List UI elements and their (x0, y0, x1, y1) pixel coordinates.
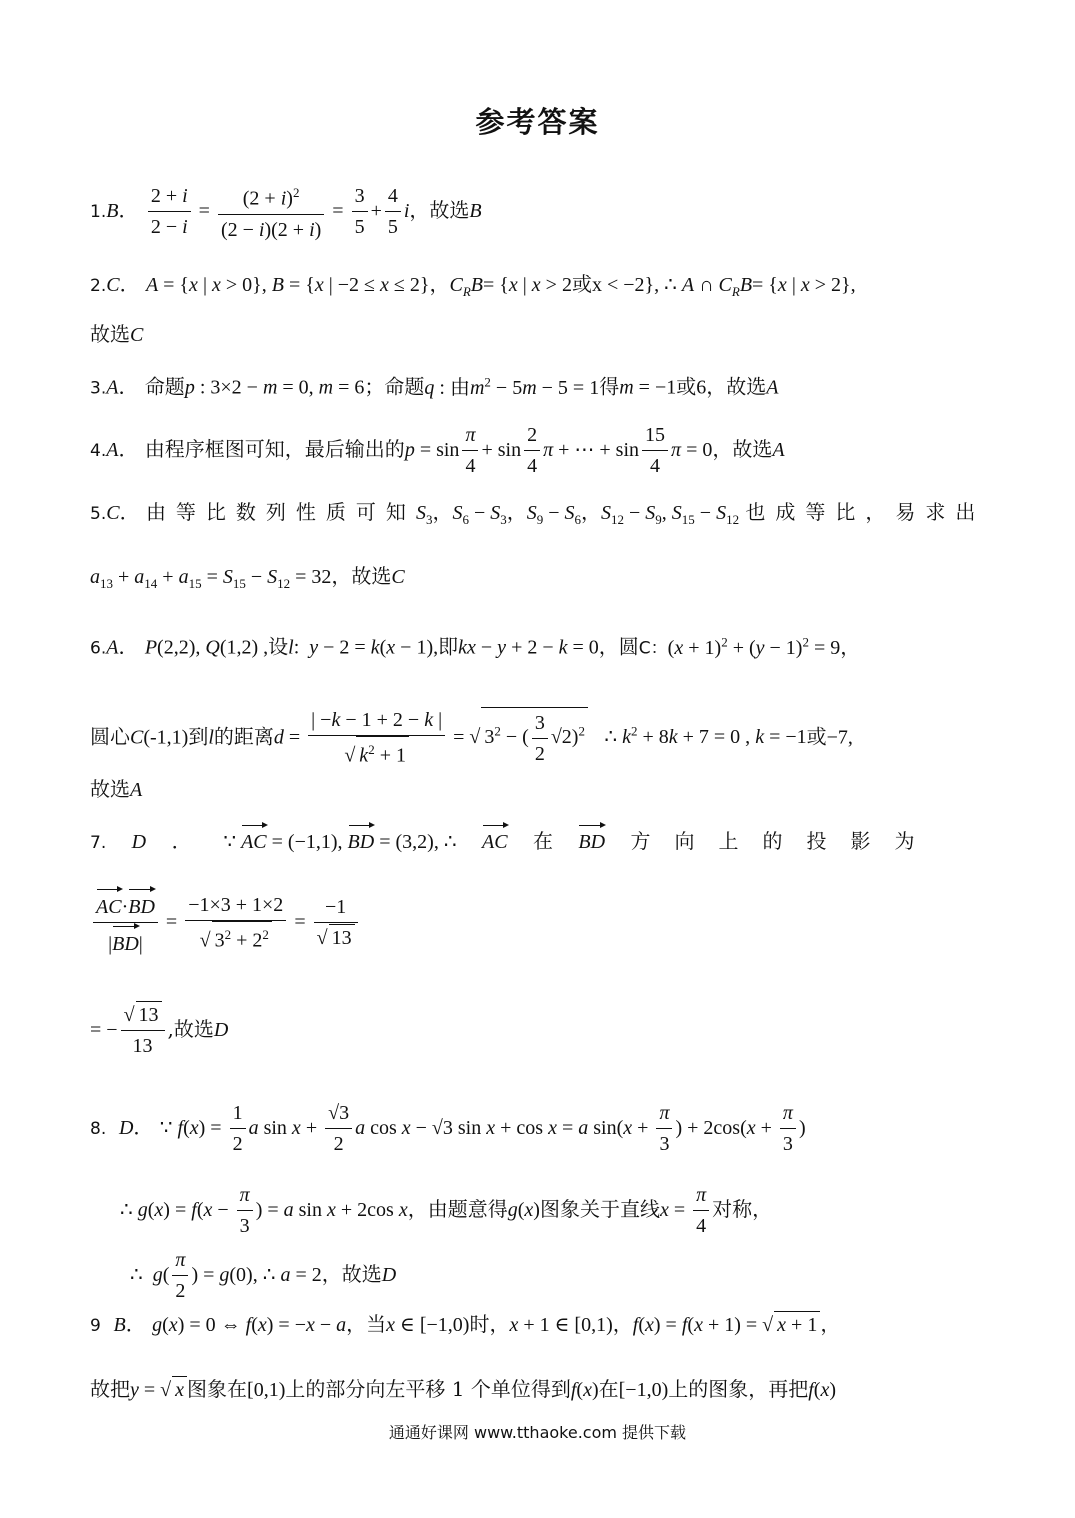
answer-8-cont: ∴ g(x) = f(x − $\frac{\pi}{3}$ ) = a sin x + 2cos x，由题意得g(x)图象关于直线x = $\frac{\pi}{4}$ 对称， (120, 1180, 772, 1241)
answer-8-end: ∴ g( $\frac{\pi}{2}$ ) = g(0), ∴ a = 2，故选D (130, 1245, 396, 1306)
answer-7-frac: $\frac{AC\cdot BD}{|BD|}$ = $\frac{-1\times 3 + 1\times 2}{√ 3^2 + 2^2}$ = $\frac{-1}{√ 13}$ (90, 886, 361, 959)
answer-6-end: 故选A (90, 777, 143, 801)
answer-8: 8. D． ∵ f(x) = $\frac{1}{2}$ a sin x + $\frac{√3}{2}$ a cos x − √3 sin x + cos x = a sin(x + $\frac{\pi}{3}$ ) + 2cos(x + $\frac{\pi}{3}$ ) (90, 1098, 806, 1159)
answer-6-cont: 圆心C(-1,1)到l的距离d = $\frac{| -k - 1 + 2 - k |}{√ k^2 + 1}$ = √ $3^2$ − ( $\frac{3}{2}$ √2)$^2$ ∴ $k^2 + 8k + 7 = 0$ , k = −1或−7, (90, 705, 853, 771)
answer-7-end: = − $\frac{√ 13}{13}$ ,故选D (90, 1000, 228, 1061)
answer-5-cont: $a_{13} + a_{14} + a_{15} = S_{15} - S_{12} = 32$，故选C (90, 564, 405, 591)
answer-6: 6.A． P(2,2), Q(1,2) ,设l: y − 2 = k(x − 1),即kx − y + 2 − k = 0，圆C：$(x + 1)^2 + (y - 1)^2 = 9$， (90, 634, 861, 659)
answer-2-end: 故选C (90, 322, 144, 346)
page-title: 参考答案 (475, 105, 600, 139)
answer-9: 9 B． g(x) = 0 ⇔ f(x) = −x − a，当x ∈ [−1,0)时，x + 1 ∈ [0,1)，f(x) = f(x + 1) = √ x + 1 ， (90, 1312, 841, 1336)
answer-1: 1.B． $\frac{2 + i}{2 - i}$ = $\frac{(2 + i)^2}{(2 - i)(2 + i)}$ = $\frac{3}{5}$ + $\frac{4}{5}$ i，故选B (90, 178, 482, 245)
answer-3: 3.A． 命题p : 3×2 − m = 0, m = 6；命题q : 由$m^2 - 5m - 5 = 1$得m = −1或6，故选A (90, 374, 779, 399)
answer-4: 4.A． 由程序框图可知，最后输出的p = sin $\frac{\pi}{4}$ + sin $\frac{2}{4}$ π + ⋯ + sin $\frac{15}{4}$ π = 0，故选A (90, 420, 785, 481)
answer-2: 2.C． A = {x | x > 0}, B = {x | −2 ≤ x ≤ 2}，$C_RB= \{x$ | x > 2或x < −2}, ∴ A ∩ $C_RB= \{x$ | x > 2}, (90, 274, 856, 299)
answer-7: 7. D ． ∵ AC = (−1,1), BD = (3,2), ∴ AC 在 BD 方向上的投影为 (90, 822, 939, 857)
answer-5: 5.C． 由等比数列性质可知$S_3$，$S_6 - S_3$，$S_9 - S_6$，$S_{12} - S_9$, $S_{15} - S_{12}$ 也成等比，易求出 (90, 500, 986, 527)
answer-9-cont: 故把y = √ x 图象在[0,1)上的部分向左平移 1 个单位得到f(x)在[−1,0)上的图象，再把f(x) (90, 1377, 837, 1401)
footer-credit: 通通好课网 www.tthaoke.com 提供下载 (388, 1423, 687, 1442)
